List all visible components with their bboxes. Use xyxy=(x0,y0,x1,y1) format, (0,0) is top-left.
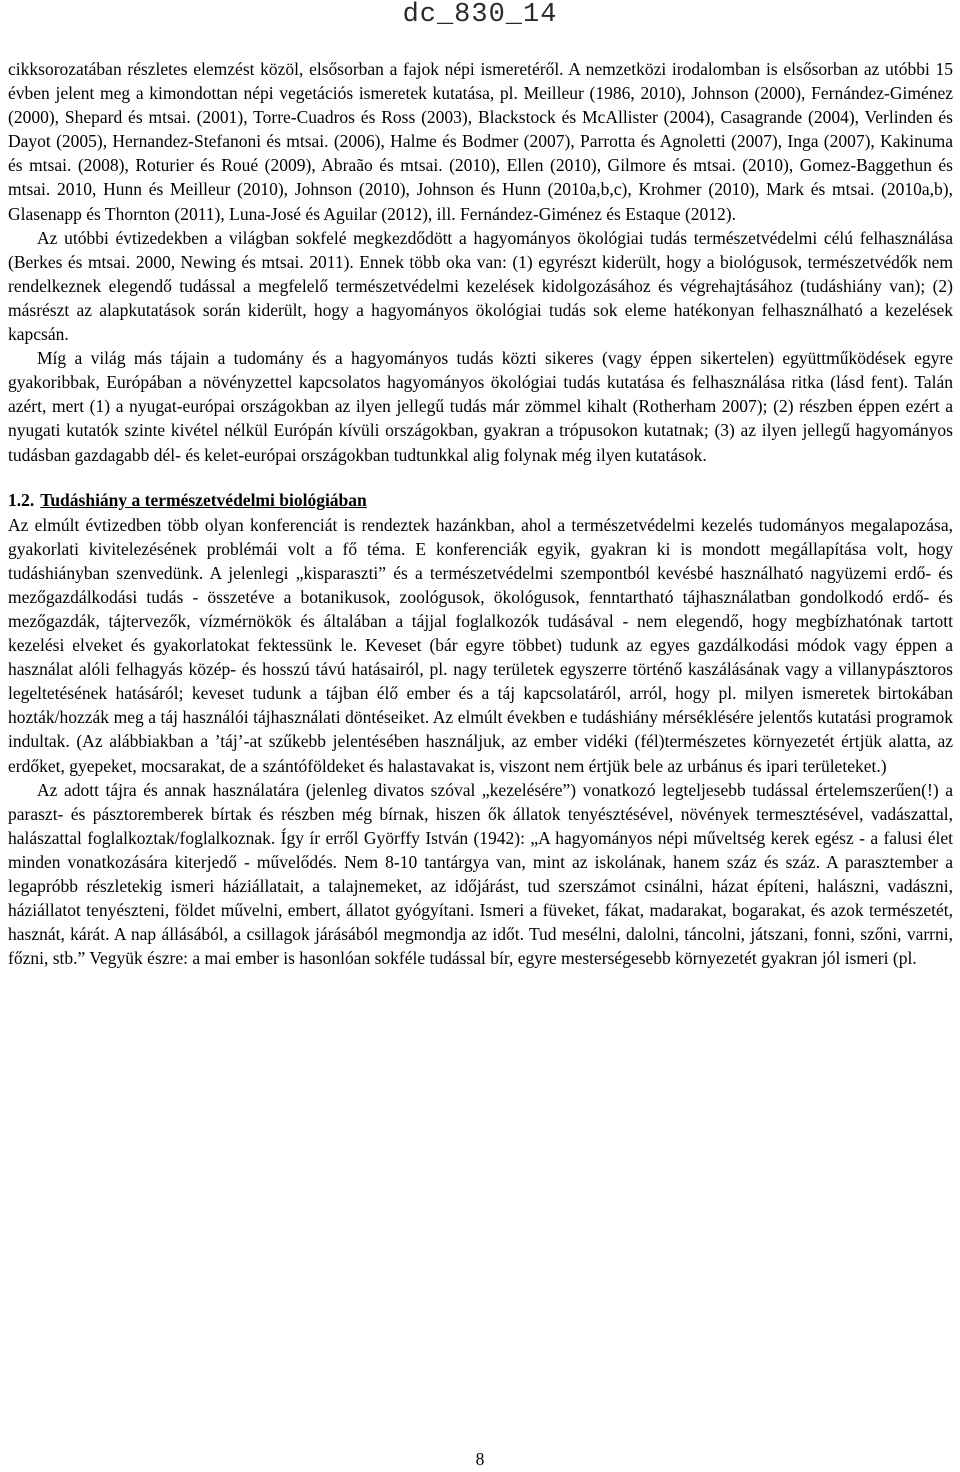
paragraph: Az utóbbi évtizedekben a világban sokfelé megkezdődött a hagyományos ökológiai tudás természetvédelmi célú felhasználása (Berkes és mtsai. 2000, Newing és mtsai. 2011). Ennek több oka van: (1) egyrészt kiderült, hogy a biológusok, természetvédők nem rendelkeznek elegendő tudással a megfelelő természetvédelmi kezelések kidolgozásához és végrehajtásához (tudáshiány van); (2) másrészt az alapkutatások során kiderült, hogy a hagyományos ökológiai tudás sok eleme hatékonyan felhasználható a kezelések kapcsán. xyxy=(8,227,953,345)
section-title: Tudáshiány a természetvédelmi biológiában xyxy=(40,489,367,510)
document-code-header: dc_830_14 xyxy=(402,0,558,30)
section-number: 1.2. xyxy=(8,489,35,510)
document-body xyxy=(8,57,953,970)
section-heading xyxy=(8,487,953,513)
section-paragraph: Az adott tájra és annak használatára (jelenleg divatos szóval „kezelésére”) vonatkozó legteljesebb tudással értelemszerűen(!) a paraszt- és pásztoremberek bírtak és részben még bírnak, hiszen ők állatok tenyésztésével, növények termesztésével, vadászattal, halászattal foglalkoztak/foglalkoznak. Így ír erről Györffy István (1942): „A hagyományos népi műveltség kerek egész - a falusi élet minden vonatkozására kiterjedő - művelődés. Nem 8-10 tantárgya van, mint az iskolának, hanem száz és száz. A parasztember a legapróbb részletekig ismeri háziállatait, a talajnemeket, az időjárást, tud szerszámot csinálni, házat építeni, halászni, vadászni, háziállatot tenyészteni, földet művelni, embert, állatot gyógyítani. Ismeri a füveket, fákat, madarakat, bogarakat, és azok természetét, hasznát, kárát. A nap állásából, a csillagok járásából megmondja az időt. Tud mesélni, dalolni, táncolni, játszani, fonni, szőni, varrni, főzni, stb.” Vegyük észre: a mai ember is hasonlóan sokféle tudással bír, egyre mesterségesebb környezetét gyakran jól ismeri (pl. xyxy=(8,779,953,969)
page-number: 8 xyxy=(475,1449,485,1469)
paragraph-continued: cikksorozatában részletes elemzést közöl, elsősorban a fajok népi ismeretéről. A nemzetközi irodalomban is elsősorban az utóbbi 15 évben jelent meg a kimondottan népi vegetációs ismeretek kutatása, pl. Meilleur (1986, 2010), Johnson (2000), Fernández-Giménez (2000), Shepard és mtsai. (2001), Torre-Cuadros és Ross (2003), Blackstock és McAllister (2004), Casagrande (2004), Verlinden és Dayot (2005), Hernandez-Stefanoni és mtsai. (2006), Halme és Bodmer (2007), Parrotta és Agnoletti (2007), Inga (2007), Kakinuma és mtsai. (2008), Roturier és Roué (2009), Abraão és mtsai. (2010), Ellen (2010), Gilmore és mtsai. (2010), Gomez-Baggethun és mtsai. 2010, Hunn és Meilleur (2010), Johnson (2010), Johnson és Hunn (2010a,b,c), Krohmer (2010), Mark és mtsai. (2010a,b), Glasenapp és Thornton (2011), Luna-José és Aguilar (2012), ill. Fernández-Giménez és Estaque (2012). xyxy=(8,59,953,224)
section-paragraph: Az elmúlt évtizedben több olyan konferenciát is rendeztek hazánkban, ahol a természetvédelmi kezelés tudományos megalapozása, gyakorlati kivitelezésének problémái volt a fő téma. E konferenciák egyik, gyakran ki is mondott megállapítása volt, hogy tudáshiányban szenvedünk. A jelenlegi „kisparaszti” és a természetvédelmi szempontból kevésbé használható nagyüzemi erdő- és mezőgazdálkodási tudás - összetéve a botanikusok, zoológusok, ökológusok, fenntartható tájhasználatban gondolkodó erdő- és mezőgazdák, tájtervezők, vízmérnökök és általában a tájjal foglalkozók tudásával - nem elegendő, hogy megbízhatónak tartott kezelési elveket és gyakorlatokat fektessünk le. Keveset (bár egyre többet) tudunk az egyes gazdálkodási módok vagy éppen a használat alóli felhagyás közép- és hosszú távú hatásairól, pl. nagy területek egyszerre történő kaszálásának vagy a villanypásztoros legeltetésének hatásáról; keveset tudunk a tájban élő ember és a táj kapcsolatáról, arról, hogy pl. milyen ismeretek birtokában hozták/hozzák meg a táj használói tájhasználati döntéseiket. Az elmúlt években e tudáshiány mérséklésére jelentős kutatási programok indultak. (Az alábbiakban a ’táj’-at szűkebb jelentésében használjuk, az ember vidéki (fél)természetes környezetét értjük alatta, az erdőket, gyepeket, mocsarakat, de a szántóföldeket és halastavakat is, viszont nem értjük bele az urbánus és ipari területeket.) xyxy=(8,514,953,776)
paragraph: Míg a világ más tájain a tudomány és a hagyományos tudás közti sikeres (vagy éppen sikertelen) együttműködések egyre gyakoribbak, Európában a növényzettel kapcsolatos hagyományos ökológiai tudás kutatása és felhasználása ritka (lásd fent). Talán azért, mert (1) a nyugat-európai országokban az ilyen jellegű tudás már zömmel kihalt (Rotherham 2007); (2) részben éppen ezért a nyugati kutatók szinte kivétel nélkül Európán kívüli országokban, gyakran a trópusokon kutatnak; (3) az ilyen jellegű hagyományos tudásban gazdagabb dél- és kelet-európai országokban tudtunkkal alig folynak még ilyen kutatások. xyxy=(8,348,953,465)
